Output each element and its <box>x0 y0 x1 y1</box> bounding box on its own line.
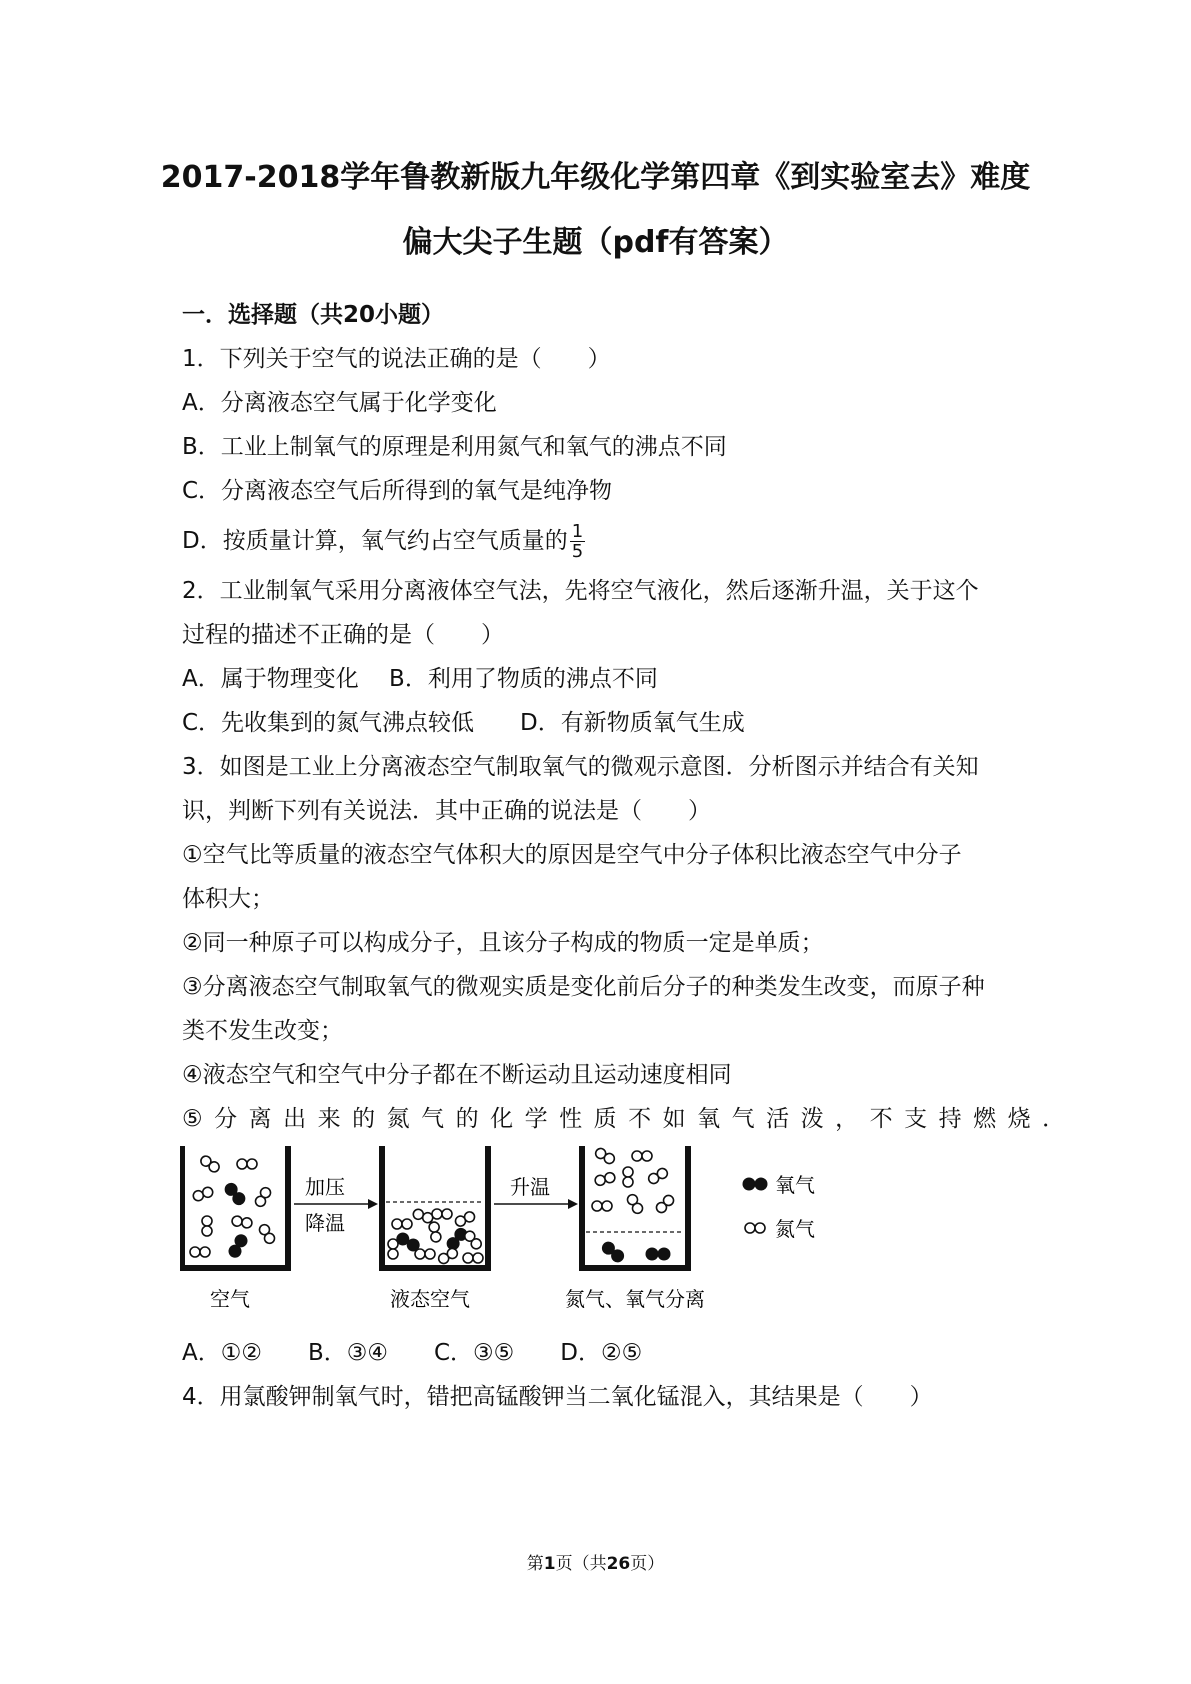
question-1-stem: 1．下列关于空气的说法正确的是（ ） <box>182 346 611 372</box>
question-1-option-c: C．分离液态空气后所得到的氧气是纯净物 <box>182 478 613 504</box>
label-warm-up: 升温 <box>510 1175 550 1199</box>
label-liquid-air: 液态空气 <box>390 1287 470 1311</box>
section-heading: 一．选择题（共20小题） <box>182 302 445 328</box>
fraction-numerator: 1 <box>571 521 584 542</box>
document-title-line-2: 偏大尖子生题（pdf有答案） <box>402 225 789 260</box>
footer-total-pages: 26 <box>606 1554 631 1574</box>
question-3-stem-line-1: 3．如图是工业上分离液态空气制取氧气的微观示意图．分析图示并结合有关知 <box>182 754 979 780</box>
label-separated: 氮气、氧气分离 <box>565 1287 705 1311</box>
legend-nitrogen: 氮气 <box>775 1217 815 1241</box>
arrow-compress-cool <box>294 1199 378 1209</box>
question-3-statement-5: ⑤分离出来的氮气的化学性质不如氧气活泼，不支持燃烧． <box>182 1106 1077 1132</box>
question-1-option-a: A．分离液态空气属于化学变化 <box>182 390 497 416</box>
fraction-denominator: 5 <box>571 541 584 562</box>
label-air: 空气 <box>210 1287 250 1311</box>
question-3-statement-2: ②同一种原子可以构成分子，且该分子构成的物质一定是单质； <box>182 930 824 956</box>
question-3-statement-1-cont: 体积大； <box>182 886 274 912</box>
question-1-option-d <box>182 522 585 561</box>
question-1-option-d-text: D．按质量计算，氧气约占空气质量的 <box>182 528 568 554</box>
question-1-option-b: B．工业上制氧气的原理是利用氮气和氧气的沸点不同 <box>182 434 727 460</box>
label-pressurize: 加压 <box>305 1175 345 1199</box>
legend <box>743 1173 816 1241</box>
nitrogen-molecule-icon <box>745 1223 765 1233</box>
container-liquid-air <box>382 1146 488 1268</box>
label-cool-down: 降温 <box>305 1211 345 1235</box>
question-2-options-cd: C．先收集到的氮气沸点较低 D．有新物质氧气生成 <box>182 710 745 736</box>
question-2-stem-line-2: 过程的描述不正确的是（ ） <box>182 622 504 648</box>
arrow-warm-up <box>494 1199 578 1209</box>
air-separation-diagram <box>180 1144 880 1324</box>
footer-page-number: 1 <box>543 1554 556 1574</box>
container-air <box>182 1146 288 1268</box>
footer-middle: 页（共 <box>555 1554 607 1574</box>
document-title-line-1: 2017-2018学年鲁教新版九年级化学第四章《到实验室去》难度 <box>160 160 1031 195</box>
fraction-one-fifth <box>570 522 585 561</box>
question-3-options: A．①② B．③④ C．③⑤ D．②⑤ <box>182 1340 643 1366</box>
legend-oxygen: 氧气 <box>775 1173 815 1197</box>
question-3-statement-4: ④液态空气和空气中分子都在不断运动且运动速度相同 <box>182 1062 732 1088</box>
question-2-stem-line-1: 2．工业制氧气采用分离液体空气法，先将空气液化，然后逐渐升温，关于这个 <box>182 578 979 604</box>
footer-prefix: 第 <box>526 1554 544 1574</box>
question-3-statement-1: ①空气比等质量的液态空气体积大的原因是空气中分子体积比液态空气中分子 <box>182 842 962 868</box>
question-3-statement-3-cont: 类不发生改变； <box>182 1018 343 1044</box>
container-separated <box>582 1146 688 1268</box>
oxygen-molecule-icon <box>743 1178 768 1191</box>
question-2-options-ab: A．属于物理变化 B．利用了物质的沸点不同 <box>182 666 658 692</box>
question-3-stem-line-2: 识，判断下列有关说法．其中正确的说法是（ ） <box>182 798 711 824</box>
page-footer <box>0 1549 1191 1574</box>
question-3-statement-3: ③分离液态空气制取氧气的微观实质是变化前后分子的种类发生改变，而原子种 <box>182 974 985 1000</box>
footer-suffix: 页） <box>630 1554 665 1574</box>
question-4-stem: 4．用氯酸钾制氧气时，错把高锰酸钾当二氧化锰混入，其结果是（ ） <box>182 1384 933 1410</box>
